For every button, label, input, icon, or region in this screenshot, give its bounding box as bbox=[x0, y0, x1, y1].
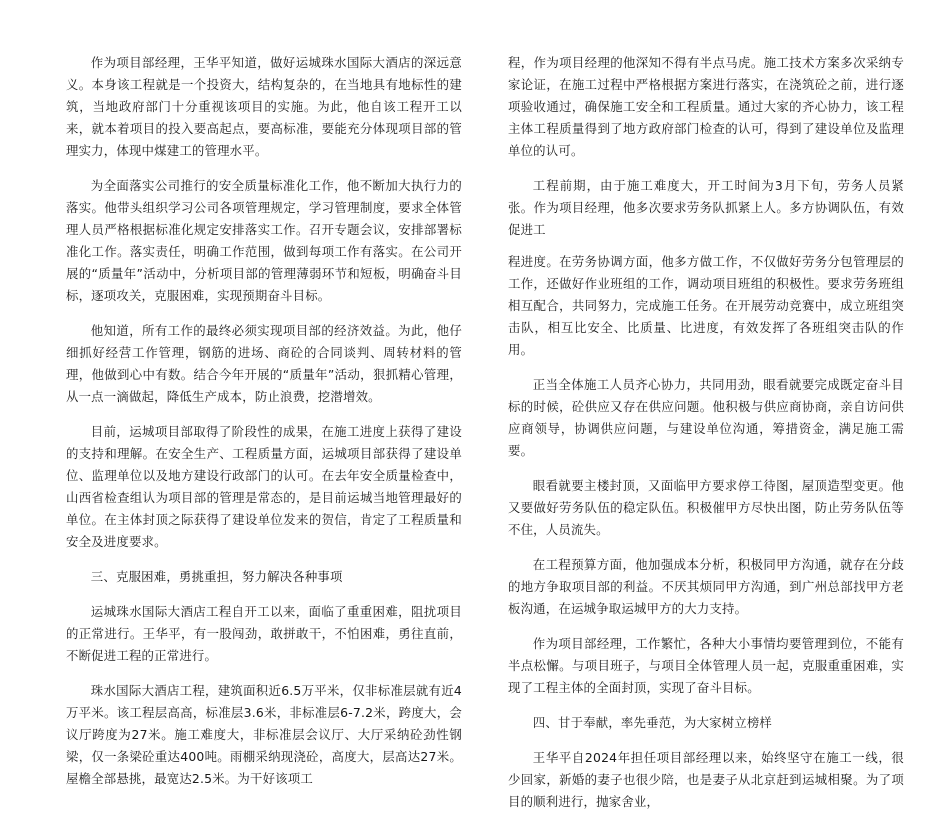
paragraph-continued: 程，作为项目经理的他深知不得有半点马虎。施工技术方案多次采纳专家论证，在施工过程中严格根据方案进行落实，在浇筑砼之前，进行逐项验收通过，确保施工安全和工程质量。通过大家的齐心协力，该工程主体工程质量得到了地方政府部门检查的认可，得到了建设单位及监理单位的认可。 bbox=[508, 55, 904, 158]
section-heading: 四、甘于奉献，率先垂范，为大家树立榜样 bbox=[532, 715, 773, 730]
paragraph: 王华平自2024年担任项目部经理以来，始终坚守在施工一线，很少回家，新婚的妻子也很少陪，也是妻子从北京赶到运城相聚。为了项目的顺利进行，抛家舍业， bbox=[508, 750, 904, 809]
paragraph: 在工程预算方面，他加强成本分析，积极同甲方沟通，就存在分歧的地方争取项目部的利益。不厌其烦同甲方沟通，到广州总部找甲方老板沟通，在运城争取运城甲方的大力支持。 bbox=[508, 557, 904, 616]
paragraph: 作为项目部经理，工作繁忙，各种大小事情均要管理到位，不能有半点松懈。与项目班子，与项目全体管理人员一起，克服重重困难，实现了工程主体的全面封顶，实现了奋斗目标。 bbox=[508, 636, 904, 695]
paragraph: 运城珠水国际大酒店工程自开工以来，面临了重重困难，阻扰项目的正常进行。王华平，有一股闯劲，敢拼敢干，不怕困难，勇往直前，不断促进工程的正常进行。 bbox=[66, 604, 462, 663]
paragraph: 正当全体施工人员齐心协力，共同用劲，眼看就要完成既定奋斗目标的时候，砼供应又存在供应问题。他积极与供应商协商，亲自访问供应商领导，协调供应问题，与建设单位沟通，筹措资金，满足施工需要。 bbox=[508, 377, 904, 458]
paragraph-continued: 程进度。在劳务协调方面，他多方做工作，不仅做好劳务分包管理层的工作，还做好作业班组的工作，调动项目班组的积极性。要求劳务班组相互配合，共同努力，完成施工任务。在开展劳动竞赛中，成立班组突击队，相互比安全、比质量、比进度，有效发挥了各班组突击队的作用。 bbox=[508, 254, 904, 357]
paragraph: 工程前期，由于施工难度大，开工时间为3月下旬，劳务人员紧张。作为项目经理，他多次要求劳务队抓紧上人。多方协调队伍，有效促进工 bbox=[508, 178, 904, 237]
section-heading: 三、克服困难，勇挑重担，努力解决各种事项 bbox=[90, 569, 343, 584]
paragraph: 为全面落实公司推行的安全质量标准化工作，他不断加大执行力的落实。他带头组织学习公司各项管理规定，学习管理制度，要求全体管理人员严格根据标准化规定安排落实工作。召开专题会议，安排部署标准化工作。落实责任，明确工作范围，做到每项工作有落实。在公司开展的“质量年”活动中，分析项目部的管理薄弱环节和短板，明确奋斗目标，逐项攻关，克服困难，实现预期奋斗目标。 bbox=[66, 178, 462, 303]
paragraph: 珠水国际大酒店工程，建筑面积近6.5万平米，仅非标准层就有近4万平米。该工程层高高，标准层3.6米，非标准层6-7.2米，跨度大，会议厅跨度为27米。施工难度大，非标准层会议厅、大厅采纳砼劲性钢梁，仅一条梁砼重达400吨。雨棚采纳现浇砼，高度大，层高达27米。屋檐全部悬挑，最宽达2.5米。为干好该项工 bbox=[66, 683, 462, 786]
paragraph: 眼看就要主楼封顶，又面临甲方要求停工待图，屋顶造型变更。他又要做好劳务队伍的稳定队伍。积极催甲方尽快出图，防止劳务队伍等不住，人员流失。 bbox=[508, 478, 904, 537]
paragraph: 目前，运城项目部取得了阶段性的成果，在施工进度上获得了建设的支持和理解。在安全生产、工程质量方面，运城项目部获得了建设单位、监理单位以及地方建设行政部门的认可。在去年安全质量检查中，山西省检查组认为项目部的管理是常态的，是目前运城当地管理最好的单位。在主体封顶之际获得了建设单位发来的贺信，肯定了工程质量和安全及进度要求。 bbox=[66, 424, 462, 549]
left-column bbox=[66, 52, 462, 790]
paragraph: 作为项目部经理，王华平知道，做好运城珠水国际大酒店的深远意义。本身该工程就是一个投资大，结构复杂的，在当地具有地标性的建筑，当地政府部门十分重视该项目的实施。为此，他自该工程开工以来，就本着项目的投入要高起点，要高标准，要能充分体现项目部的管理实力，体现中煤建工的管理水平。 bbox=[66, 55, 462, 158]
paragraph: 他知道，所有工作的最终必须实现项目部的经济效益。为此，他仔细抓好经营工作管理，钢筋的进场、商砼的合同谈判、周转材料的管理，他做到心中有数。结合今年开展的“质量年”活动，狠抓精心管理，从一点一滴做起，降低生产成本，防止浪费，挖潜增效。 bbox=[66, 323, 462, 404]
right-column bbox=[508, 52, 904, 813]
